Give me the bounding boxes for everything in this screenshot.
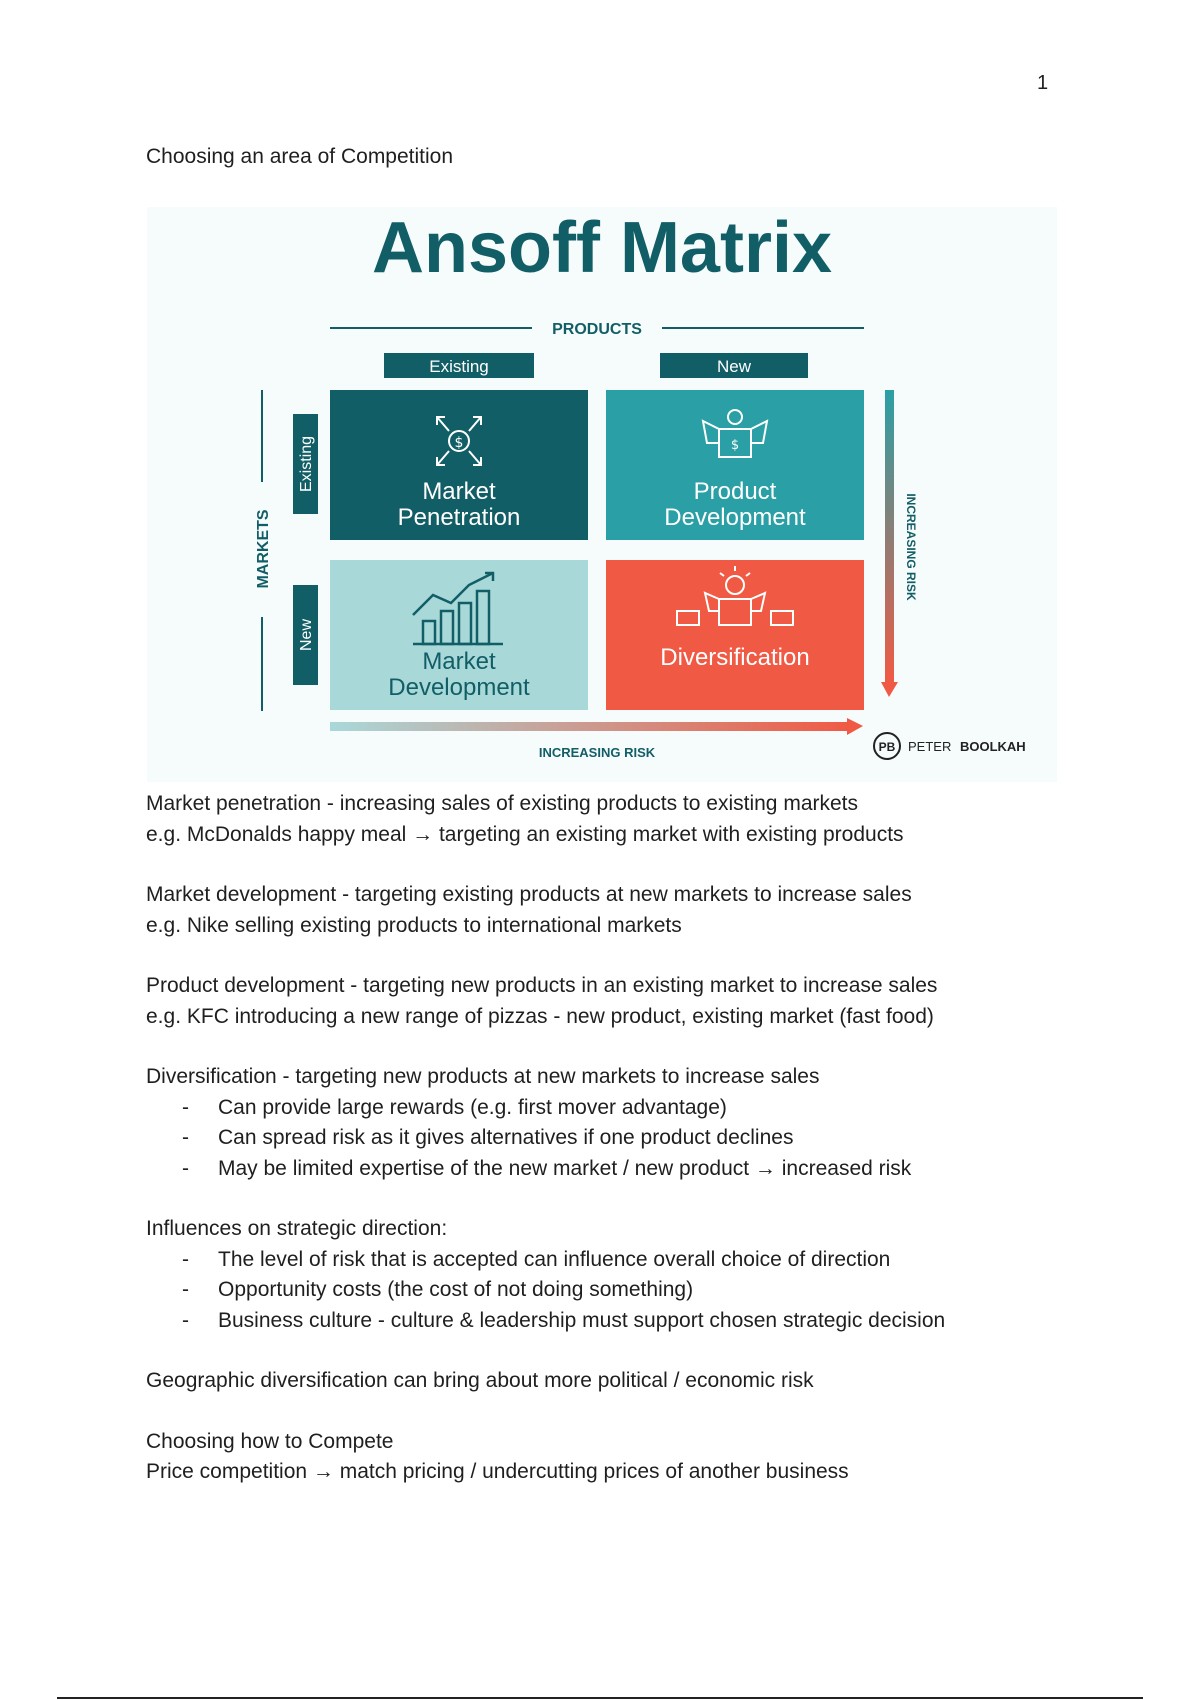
ansoff-matrix-svg [147,207,1057,782]
brand-initials: PB [878,740,896,754]
page-heading: Choosing an area of Competition [146,145,454,168]
col-existing-label: Existing [429,357,489,376]
influences-bullets [146,1245,1086,1337]
penetration-definition: Market penetration - increasing sales of existing products to existing markets [146,792,859,815]
cell-diversification [606,560,864,710]
market-development-definition: Market development - targeting existing products at new markets to increase sales [146,883,912,906]
product-development-example: e.g. KFC introducing a new range of pizzas - new product, existing market (fast food) [146,1004,934,1028]
products-label: PRODUCTS [552,321,642,338]
influences-title: Influences on strategic direction: [146,1217,448,1240]
penetration-example: e.g. McDonalds happy meal → targeting an existing market with existing products [146,822,904,846]
col-new-label: New [716,357,752,376]
ansoff-matrix-figure [147,207,1057,782]
markets-label: MARKETS [255,509,272,589]
price-competition: Price competition → match pricing / undercutting prices of another business [146,1460,849,1483]
list-item: - The level of risk that is accepted can influence overall choice of direction [146,1245,1086,1276]
risk-label-vertical: INCREASING RISK [904,493,918,601]
diversification-definition: Diversification - targeting new products at new markets to increase sales [146,1065,820,1088]
list-item: - Opportunity costs (the cost of not doing something) [146,1275,1086,1306]
diversification-bullets [146,1093,1086,1185]
page-bottom-rule [57,1697,1143,1699]
risk-arrow-vertical [885,390,894,682]
risk-label-horizontal: INCREASING RISK [538,745,656,760]
list-item: - Business culture - culture & leadership must support chosen strategic decision [146,1306,1086,1337]
list-item: - Can provide large rewards (e.g. first mover advantage) [146,1093,1086,1124]
cell-product-development-line2: Development [664,504,806,531]
risk-arrow-horizontal [330,722,848,731]
cell-market-development-line2: Development [388,674,530,701]
product-development-definition: Product development - targeting new products in an existing market to increase sales [146,974,938,997]
cell-diversification-label: Diversification [660,644,810,671]
row-existing-label: Existing [298,435,315,493]
list-item: - May be limited expertise of the new market / new product → increased risk [146,1154,1086,1185]
market-development-example: e.g. Nike selling existing products to international markets [146,913,682,937]
cell-market-development-line1: Market [422,648,496,675]
svg-text:$: $ [454,435,464,451]
risk-arrow-vertical-head [881,682,898,697]
svg-text:$: $ [730,438,740,453]
compete-title: Choosing how to Compete [146,1429,394,1453]
risk-arrow-horizontal-head [847,718,863,735]
geographic-note: Geographic diversification can bring about more political / economic risk [146,1369,814,1392]
cell-product-development-line1: Product [693,478,777,505]
brand-last-name: BOOLKAH [959,739,1026,754]
row-new-label: New [298,618,315,652]
notes-body [146,789,1086,1488]
brand-name [908,739,1026,754]
cell-market-penetration-line1: Market [422,478,496,505]
brand-first-name: PETER [908,739,952,754]
matrix-title: Ansoff Matrix [371,208,833,288]
list-item: - Can spread risk as it gives alternatives if one product declines [146,1123,1086,1154]
cell-market-penetration-line2: Penetration [397,504,521,531]
page-number: 1 [1037,72,1049,94]
